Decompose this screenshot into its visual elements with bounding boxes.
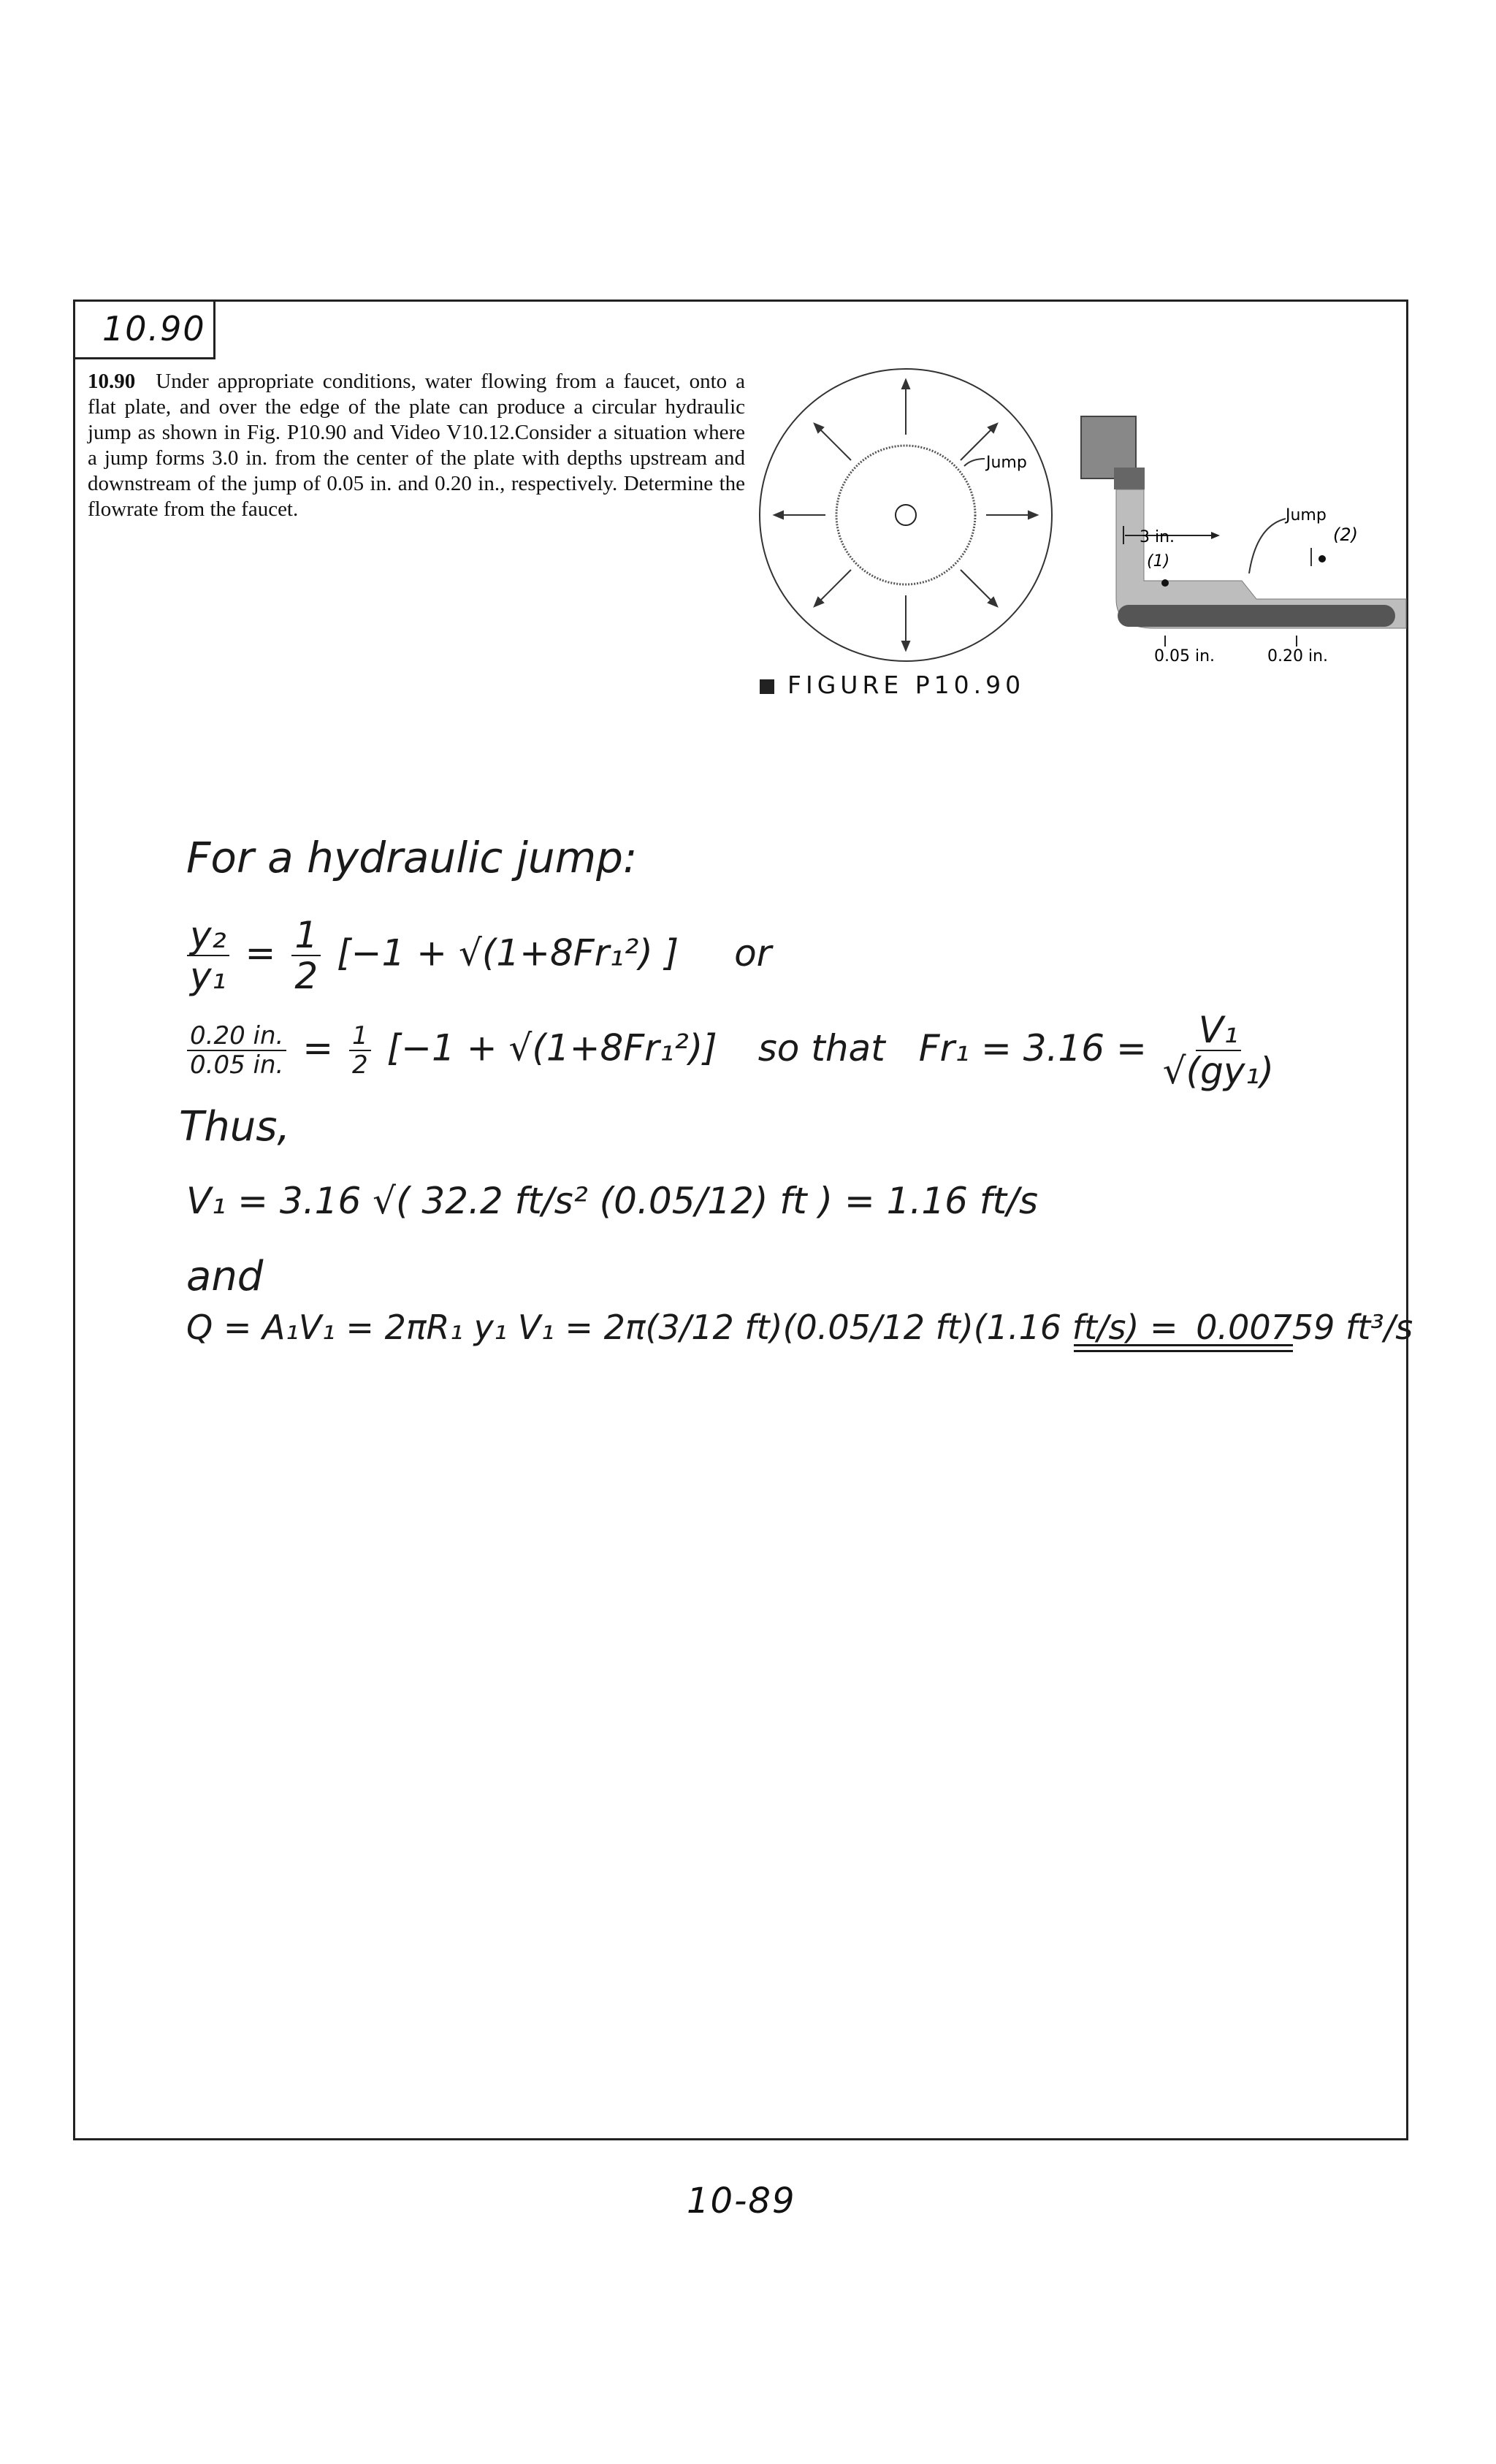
eq2-lhs-num: 0.20 in.	[187, 1023, 286, 1051]
problem-number-box	[73, 300, 215, 359]
eq2-v-den: √(gy₁)	[1162, 1050, 1275, 1092]
section-2-label: (2)	[1333, 525, 1358, 545]
eq2-v-num: V₁	[1196, 1012, 1241, 1051]
jump-ring	[836, 446, 975, 584]
eq2-half-den: 2	[352, 1050, 368, 1080]
equation-4	[186, 1308, 1413, 1347]
figure-top-view	[752, 358, 1088, 665]
equation-1	[183, 914, 772, 997]
problem-number: 10.90	[102, 308, 206, 348]
section-1-label: (1)	[1147, 552, 1170, 571]
eq2-half-num: 1	[349, 1023, 371, 1051]
eq1-lhs-num: y₂	[187, 917, 229, 956]
jump-label-top: Jump	[986, 454, 1027, 472]
eq4-text: Q = A₁V₁ = 2πR₁ y₁ V₁ = 2π(3/12 ft)(0.05/12 ft)(1.16 ft/s) =	[186, 1308, 1178, 1347]
equation-2	[183, 1009, 1278, 1092]
figure-caption	[760, 671, 1025, 699]
depth-1-label: 0.05 in.	[1154, 647, 1216, 665]
plate	[1118, 605, 1395, 627]
and-label: and	[186, 1253, 264, 1300]
eq1-half-den: 2	[294, 955, 318, 997]
eq1-half	[291, 914, 321, 997]
eq1-bracket: [−1 + √(1+8Fr₁²) ]	[337, 931, 679, 974]
equation-3: V₁ = 3.16 √( 32.2 ft/s² (0.05/12) ft ) = 1.16 ft/s	[186, 1180, 1038, 1222]
eq2-so-that: so that	[757, 1026, 885, 1069]
eq1-half-num: 1	[291, 917, 321, 956]
faucet-nozzle	[1114, 468, 1145, 489]
page-number: 10-89	[687, 2181, 796, 2221]
problem-statement	[88, 369, 745, 522]
radius-label: 3 in.	[1140, 528, 1175, 546]
eq2-lhs-frac	[187, 1021, 286, 1080]
eq2-fr-value: Fr₁ = 3.16 =	[918, 1026, 1147, 1069]
thus-label: Thus,	[179, 1103, 291, 1151]
figure-side-view	[1074, 394, 1417, 665]
eq2-v-frac	[1162, 1009, 1275, 1092]
eq1-or: or	[734, 931, 772, 974]
figure-caption-text: FIGURE P10.90	[787, 671, 1026, 699]
depth-2-label: 0.20 in.	[1267, 647, 1329, 665]
eq2-bracket: [−1 + √(1+8Fr₁²)]	[386, 1026, 717, 1069]
eq1-equals: =	[245, 931, 276, 974]
answer-underline-2	[1074, 1350, 1293, 1352]
answer-underline-1	[1074, 1344, 1293, 1346]
eq2-lhs-den: 0.05 in.	[190, 1050, 284, 1080]
final-answer: 0.00759 ft³/s	[1196, 1308, 1413, 1347]
faucet-center	[896, 505, 916, 525]
eq1-lhs-frac	[187, 914, 229, 997]
statement-number: 10.90	[88, 370, 136, 393]
eq1-lhs-den: y₁	[190, 955, 226, 997]
solution-heading: For a hydraulic jump:	[186, 833, 638, 882]
eq2-equals: =	[302, 1026, 334, 1069]
jump-label-side: Jump	[1286, 506, 1327, 525]
eq2-half	[349, 1021, 371, 1080]
statement-text: Under appropriate conditions, water flowing from a faucet, onto a flat plate, and over the edge of the plate can produce a circular hydraulic jump as shown in Fig. P10.90 and Video V10.12.Consider a situation where a jump forms 3.0 in. from the center of the plate with depths upstream and downstream of the jump of 0.05 in. and 0.20 in., respectively. Determine the flowrate from the faucet.	[88, 370, 745, 521]
caption-square-icon	[760, 679, 774, 694]
